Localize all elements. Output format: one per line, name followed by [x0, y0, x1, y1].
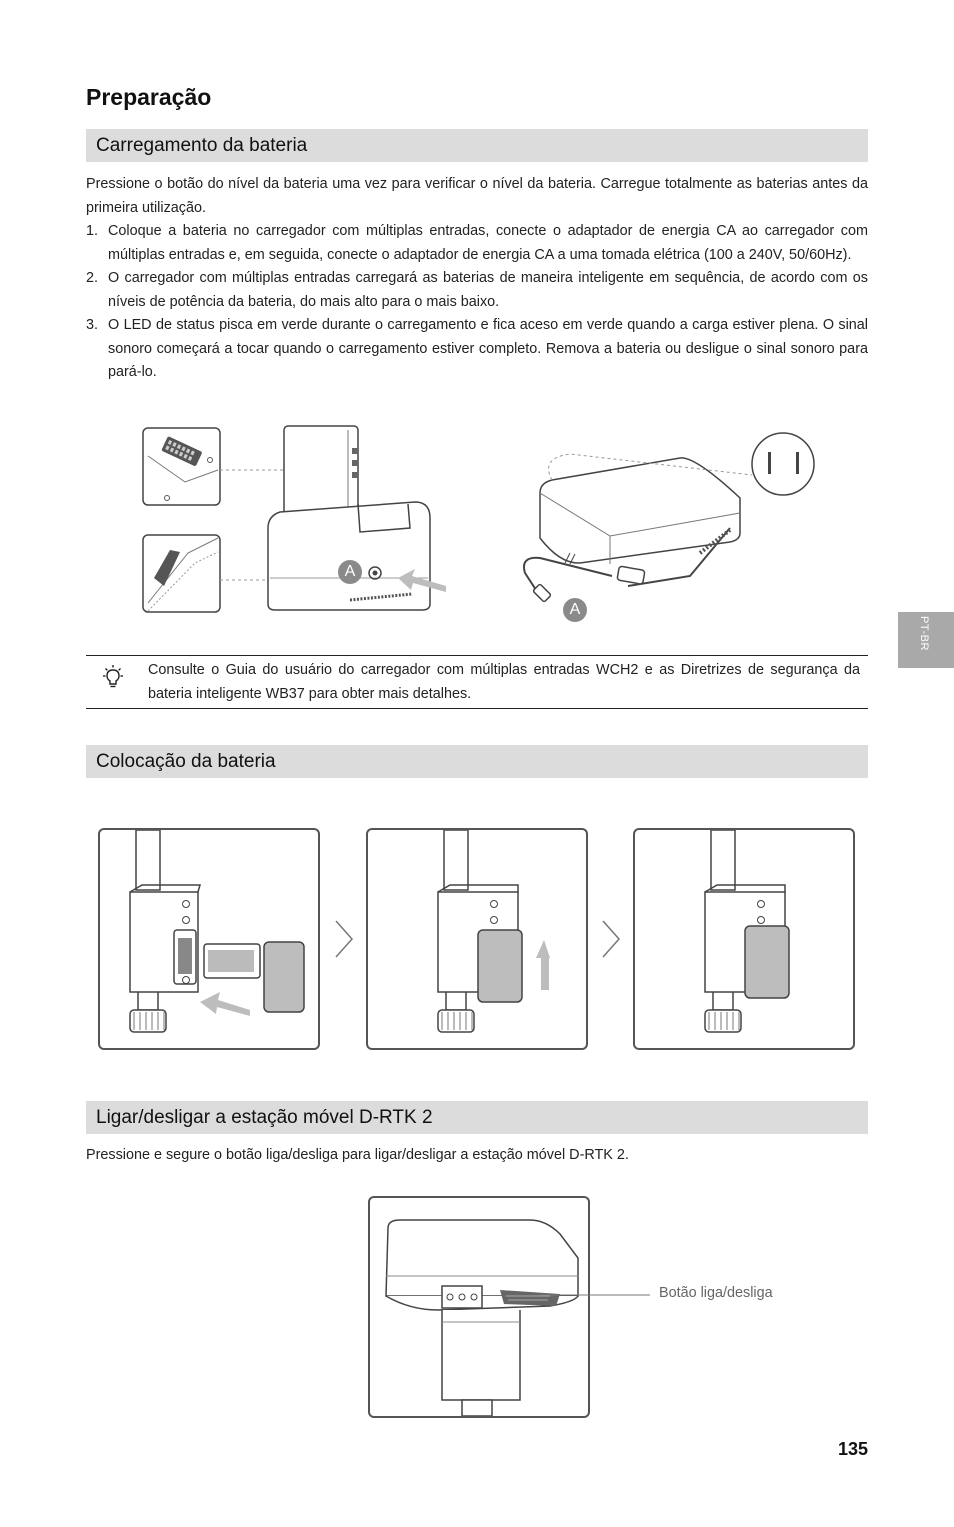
lightbulb-icon	[100, 664, 126, 690]
page-title: Preparação	[86, 84, 212, 110]
battery-insert-illustration	[100, 830, 318, 1048]
page-number: 135	[837, 1439, 868, 1459]
step-item	[86, 220, 868, 267]
step-text: O carregador com múltiplas entradas carregará as baterias de maneira inteligente em sequência, de acordo com os níveis de potência da bateria, do mais alto para o mais baixo.	[108, 270, 868, 310]
marker-a-charger: A	[338, 560, 362, 584]
placement-step-2-image	[366, 828, 588, 1050]
charging-steps	[86, 220, 868, 385]
language-code: PT-BR	[918, 616, 930, 651]
power-button-image	[368, 1196, 590, 1418]
power-instructions: Pressione e segure o botão liga/desliga para ligar/desligar a estação móvel D-RTK 2.	[86, 1147, 629, 1163]
step-number: 1.	[86, 223, 99, 239]
ac-adapter	[524, 458, 740, 602]
step-item	[86, 314, 868, 385]
power-button-callout: Botão liga/desliga	[659, 1285, 773, 1301]
section-heading-placement: Colocação da bateria	[86, 745, 868, 778]
placement-step-3-image	[633, 828, 855, 1050]
plug-detail	[752, 433, 814, 495]
step-text: O LED de status pisca em verde durante o carregamento e fica aceso em verde quando a carga estiver plena. O sinal sonoro começará a tocar quando o carregamento estiver completo. Remova a bateria ou desligue o sinal sonoro para pará-lo.	[108, 317, 868, 380]
section-heading-charging: Carregamento da bateria	[86, 129, 868, 162]
section-heading-power: Ligar/desligar a estação móvel D-RTK 2	[86, 1101, 868, 1134]
battery-slide-illustration	[368, 830, 586, 1048]
tip-note	[86, 655, 868, 709]
marker-a-cable: A	[563, 598, 587, 622]
language-side-tab	[898, 612, 954, 668]
charging-illustration	[140, 418, 820, 618]
chevron-right-icon	[600, 918, 622, 960]
charger-port-detail-top	[143, 428, 220, 505]
note-text: Consulte o Guia do usuário do carregador com múltiplas entradas WCH2 e as Diretrizes de segurança da bateria inteligente WB37 para obter mais detalhes.	[148, 662, 860, 702]
step-text: Coloque a bateria no carregador com múltiplas entradas, conecte o adaptador de energia CA ao carregador com múltiplas entradas e, em seguida, conecte o adaptador de energia CA a uma tomada elétrica (100 a 240V, 50/60Hz).	[108, 223, 868, 263]
charger-port-detail-bottom	[143, 535, 220, 612]
charging-intro: Pressione o botão do nível da bateria uma vez para verificar o nível da bateria. Carregue totalmente as baterias antes da primeira utilização.	[86, 176, 868, 216]
step-item	[86, 267, 868, 314]
chevron-right-icon	[333, 918, 355, 960]
drtk-base-illustration	[370, 1198, 588, 1416]
callout-leader-line	[540, 1289, 652, 1301]
placement-step-1-image	[98, 828, 320, 1050]
battery-installed-illustration	[635, 830, 853, 1048]
step-number: 2.	[86, 270, 99, 286]
step-number: 3.	[86, 317, 99, 333]
